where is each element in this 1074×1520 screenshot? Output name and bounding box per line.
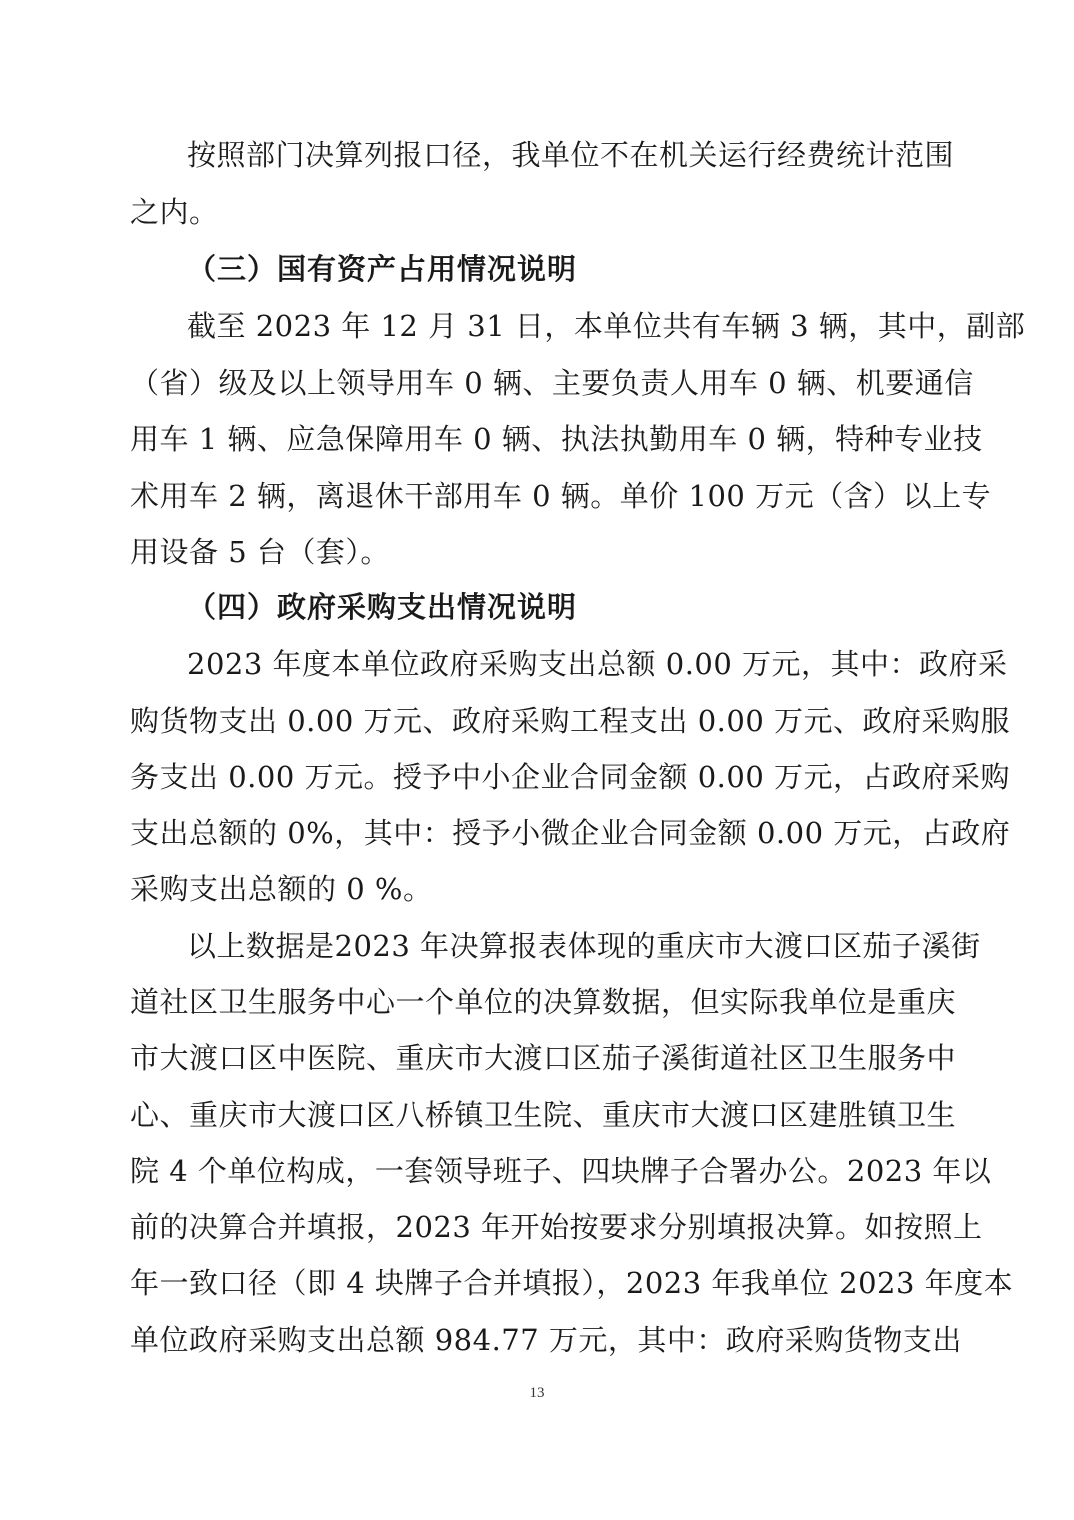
body-text-line: 单位政府采购支出总额 984.77 万元，其中：政府采购货物支出: [130, 1323, 962, 1357]
body-text-line: 之内。: [130, 195, 219, 229]
body-text-line: 用车 1 辆、应急保障用车 0 辆、执法执勤用车 0 辆，特种专业技: [130, 422, 983, 456]
body-text-line: 支出总额的 0%，其中：授予小微企业合同金额 0.00 万元，占政府: [130, 816, 1011, 850]
body-text-line: 截至 2023 年 12 月 31 日，本单位共有车辆 3 辆，其中，副部: [187, 309, 1026, 343]
body-text-line: 院 4 个单位构成，一套领导班子、四块牌子合署办公。2023 年以: [130, 1154, 992, 1188]
body-text-line: 以上数据是2023 年决算报表体现的重庆市大渡口区茄子溪街: [187, 929, 981, 963]
body-text-line: 购货物支出 0.00 万元、政府采购工程支出 0.00 万元、政府采购服: [130, 704, 1011, 738]
body-text-line: 前的决算合并填报，2023 年开始按要求分别填报决算。如按照上: [130, 1210, 983, 1244]
body-text-line: 市大渡口区中医院、重庆市大渡口区茄子溪街道社区卫生服务中: [130, 1041, 957, 1075]
body-text-line: 道社区卫生服务中心一个单位的决算数据，但实际我单位是重庆: [130, 985, 957, 1019]
body-text-line: 术用车 2 辆，离退休干部用车 0 辆。单价 100 万元（含）以上专: [130, 479, 992, 513]
body-text-line: 按照部门决算列报口径，我单位不在机关运行经费统计范围: [187, 138, 955, 172]
section-heading: （三）国有资产占用情况说明: [187, 252, 578, 286]
body-text-line: （省）级及以上领导用车 0 辆、主要负责人用车 0 辆、机要通信: [130, 366, 974, 400]
page-number: 13: [529, 1385, 545, 1401]
body-text-line: 务支出 0.00 万元。授予中小企业合同金额 0.00 万元，占政府采购: [130, 760, 1011, 794]
section-heading: （四）政府采购支出情况说明: [187, 590, 578, 624]
body-text-line: 年一致口径（即 4 块牌子合并填报），2023 年我单位 2023 年度本: [130, 1266, 1014, 1300]
body-text-line: 2023 年度本单位政府采购支出总额 0.00 万元，其中：政府采: [187, 647, 1008, 681]
body-text-line: 心、重庆市大渡口区八桥镇卫生院、重庆市大渡口区建胜镇卫生: [130, 1098, 957, 1132]
body-text-line: 采购支出总额的 0 %。: [130, 872, 433, 906]
body-text-line: 用设备 5 台（套）。: [130, 535, 390, 569]
